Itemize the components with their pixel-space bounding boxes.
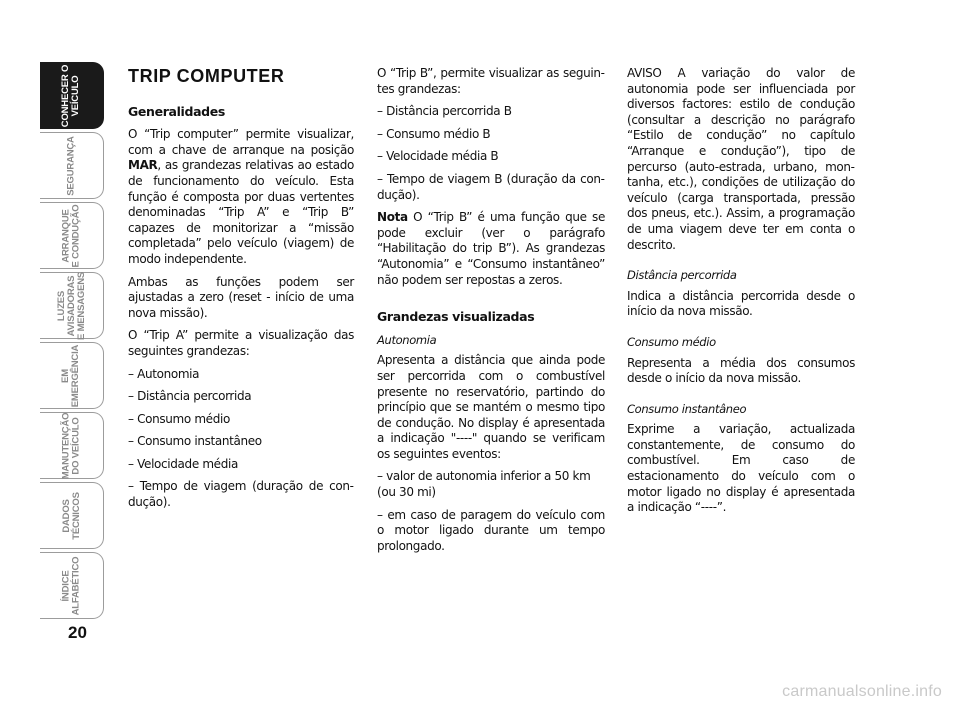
list-item: – Tempo de viagem (duração de condução).	[128, 479, 354, 510]
tab-arranque-e-conducao[interactable]	[40, 202, 104, 269]
watermark: carmanualsonline.info	[782, 683, 942, 700]
note-paragraph	[377, 210, 605, 288]
list-item: – Consumo instantâneo	[128, 434, 262, 449]
tab-label: EM EMERGÊNCIA	[60, 344, 82, 407]
list-item: – Velocidade média B	[377, 149, 499, 164]
subheading: Distância percorrida	[627, 268, 737, 283]
list-item: – Autonomia	[128, 366, 200, 381]
list-item: – Consumo médio	[128, 411, 230, 426]
spacer	[627, 260, 855, 268]
tab-dados-tecnicos[interactable]	[40, 482, 104, 549]
text: , as grandezas relativas ao estado de funcionamento do veículo. Esta função é composta por duas vertentes denominadas “Trip A” e “Trip B” capazes de monitorizar a “missão completada” pelo veículo (viagem) de modo independente.	[128, 158, 354, 266]
page-title: TRIP COMPUTER	[128, 66, 285, 86]
tab-manutencao-do-veiculo[interactable]	[40, 412, 104, 479]
section-heading: Generalidades	[128, 103, 225, 119]
list-item: – Distância percorrida B	[377, 104, 512, 119]
tab-label: ÍNDICE ALFABÉTICO	[60, 556, 82, 615]
note-text: O “Trip B” é uma função que se pode excluir (ver o parágrafo “Habilitação do trip B”). As grandezas “Autonomia” e “Consumo instantâneo” não podem ser repostas a zeros.	[377, 210, 605, 287]
tab-em-emergencia[interactable]	[40, 342, 104, 409]
warning-paragraph: AVISO A variação do valor de autonomia pode ser influenciada por diversos factores: estilo de condução (consultar a descrição no parágrafo “Estilo de condução” no capítulo “Arranque e condução”), tipo de percurso (auto-estrada, urbano, montanha, etc.), condições de utilização do veículo (carga transportada, pressão dos pneus, etc.). Assim, a programação de uma viagem deve ter em conta o descrito.	[627, 66, 855, 252]
text: O “Trip computer” permite visualizar, com a chave de arranque na posição	[128, 127, 354, 157]
tab-label: ARRANQUE E CONDUÇÃO	[60, 204, 82, 267]
subheading: Consumo instantâneo	[627, 401, 747, 416]
tab-label: CONHECER O VEÍCULO	[60, 64, 82, 127]
list-item: – em caso de paragem do veículo com o motor ligado durante um tempo prolongado.	[377, 507, 605, 553]
tab-label: MANUTENÇÃO DO VEÍCULO	[60, 412, 82, 479]
spacer	[627, 394, 855, 402]
tab-indice-alfabetico[interactable]	[40, 552, 104, 619]
tab-seguranca[interactable]	[40, 132, 104, 199]
list-item: – Velocidade média	[128, 456, 238, 471]
spacer	[627, 327, 855, 335]
list-item: – Tempo de viagem B (duração da condução).	[377, 171, 605, 202]
page-number: 20	[68, 623, 87, 642]
tab-label: SEGURANÇA	[65, 135, 77, 196]
list-item: – valor de autonomia inferior a 50 km (ou 30 mi)	[377, 469, 591, 500]
tab-conhecer-o-veiculo[interactable]	[40, 62, 104, 129]
bold-term: MAR	[128, 158, 158, 173]
section-heading: Grandezas visualizadas	[377, 309, 535, 325]
tab-luzes-avisadoras[interactable]	[40, 272, 104, 339]
list-item: – Distância percorrida	[128, 389, 252, 404]
tab-label: LUZES AVISADORAS E MENSAGENS	[55, 271, 87, 340]
column-1	[128, 66, 354, 518]
paragraph	[128, 127, 354, 267]
column-2	[377, 66, 605, 561]
spacer	[377, 295, 605, 309]
paragraph: O “Trip A” permite a visualização das seguintes grandezas:	[128, 328, 354, 358]
note-label: Nota	[377, 210, 408, 225]
paragraph: Exprime a variação, actualizada constantemente, de consumo do combustível. Em caso de estacionamento do veículo com o motor ligado no display é apresentada a indicação “----”.	[627, 422, 855, 515]
paragraph: Representa a média dos consumos desde o início da nova missão.	[627, 355, 855, 386]
tab-label: DADOS TÉCNICOS	[60, 491, 82, 540]
column-3	[627, 66, 855, 523]
subheading: Consumo médio	[627, 334, 716, 349]
paragraph: O “Trip B”, permite visualizar as seguintes grandezas:	[377, 66, 605, 96]
paragraph: Indica a distância percorrida desde o início da nova missão.	[627, 288, 855, 319]
list-item: – Consumo médio B	[377, 126, 491, 141]
subheading: Autonomia	[377, 332, 437, 347]
paragraph: Ambas as funções podem ser ajustadas a zero (reset - início de uma nova missão).	[128, 274, 354, 320]
paragraph: Apresenta a distância que ainda pode ser percorrida com o combustível presente no reservatório, partindo do princípio que se mantém o mesmo tipo de condução. No display é apresentada a indicação "----" quando se verificam os seguintes eventos:	[377, 353, 605, 461]
